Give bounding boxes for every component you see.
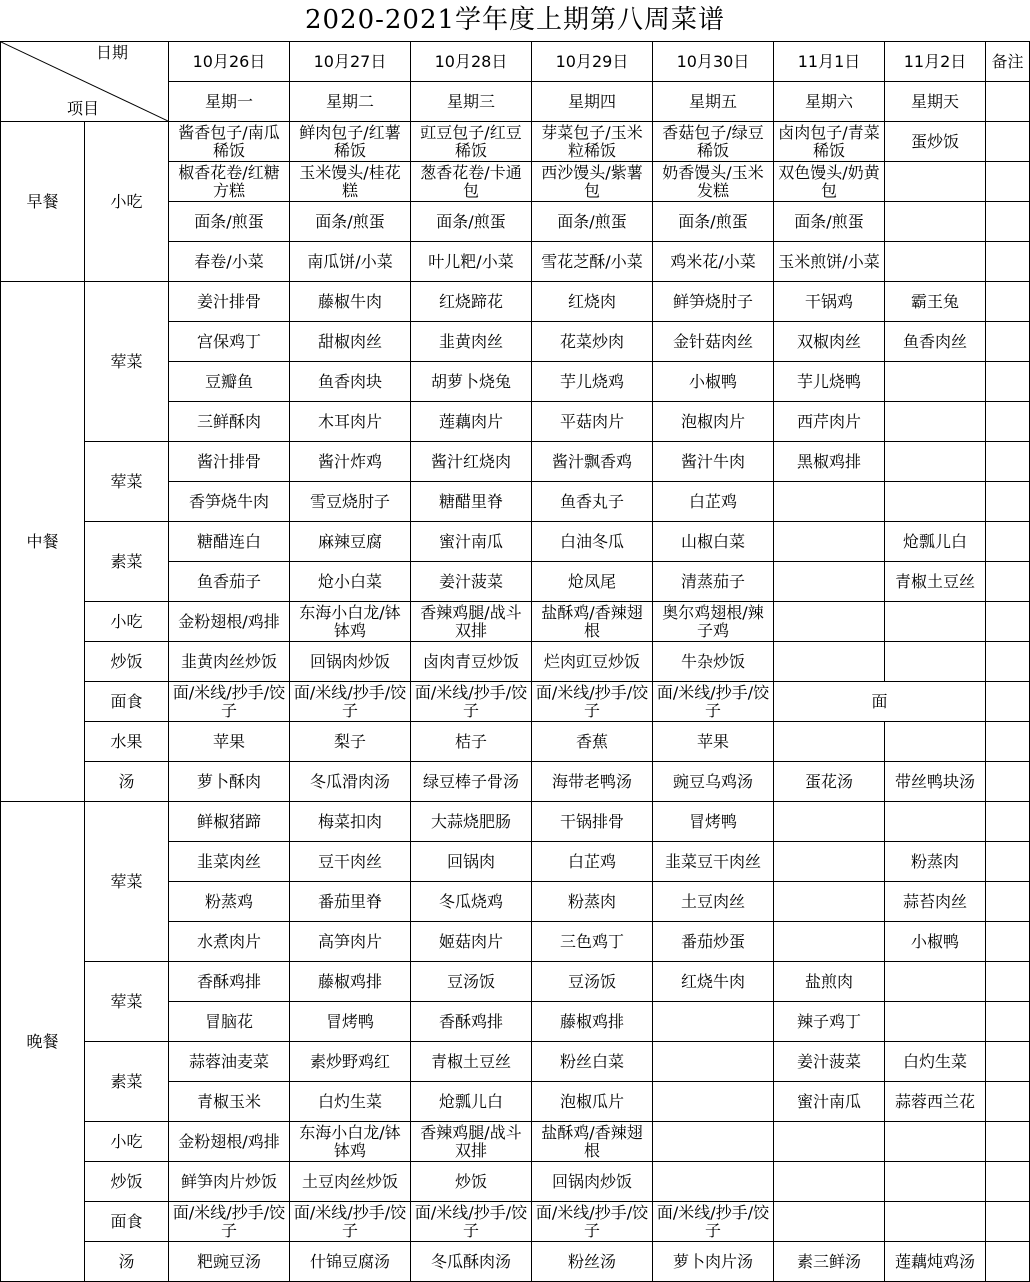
table-row [1,442,1030,482]
dish-cell: 蛋花汤 [774,762,885,802]
dish-cell: 豆汤饭 [411,962,532,1002]
dish-cell: 桔子 [411,722,532,762]
dish-cell [885,442,986,482]
dish-cell: 白灼生菜 [885,1042,986,1082]
dish-cell: 苹果 [169,722,290,762]
dish-cell: 奥尔鸡翅根/辣子鸡 [653,602,774,642]
dish-cell: 粉蒸鸡 [169,882,290,922]
remark-cell [986,522,1030,562]
dish-cell: 青椒土豆丝 [885,562,986,602]
category-label: 汤 [85,1242,169,1282]
dish-cell: 木耳肉片 [290,402,411,442]
dish-cell [885,402,986,442]
dish-cell: 辣子鸡丁 [774,1002,885,1042]
dish-cell: 西沙馒头/紫薯包 [532,162,653,202]
dish-cell: 韭黄肉丝 [411,322,532,362]
dish-cell: 玉米煎饼/小菜 [774,242,885,282]
dish-cell: 姬菇肉片 [411,922,532,962]
dish-cell: 什锦豆腐汤 [290,1242,411,1282]
dish-cell [774,642,885,682]
date-cell: 10月30日 [653,42,774,82]
dish-cell [885,482,986,522]
dish-cell: 萝卜肉片汤 [653,1242,774,1282]
dish-cell: 香笋烧牛肉 [169,482,290,522]
dish-cell: 鱼香肉丝 [885,322,986,362]
dish-cell: 回锅肉炒饭 [290,642,411,682]
dish-cell: 冒烤鸭 [290,1002,411,1042]
remark-cell [986,1202,1030,1242]
dish-cell: 面/米线/抄手/饺子 [411,1202,532,1242]
dish-cell: 番茄炒蛋 [653,922,774,962]
dish-cell: 鲜肉包子/红薯稀饭 [290,122,411,162]
dish-cell: 酱汁炸鸡 [290,442,411,482]
dish-cell [774,482,885,522]
weekday-cell: 星期一 [169,82,290,122]
table-row [1,122,1030,162]
dish-cell [885,202,986,242]
dish-cell: 黑椒鸡排 [774,442,885,482]
dish-cell: 牛杂炒饭 [653,642,774,682]
dish-cell: 玉米馒头/桂花糕 [290,162,411,202]
dish-cell: 霸王兔 [885,282,986,322]
page-title: 2020-2021学年度上期第八周菜谱 [304,5,726,35]
dish-cell: 粉蒸肉 [532,882,653,922]
remark-cell [986,322,1030,362]
dish-cell: 鲜笋烧肘子 [653,282,774,322]
dish-cell [774,722,885,762]
dish-cell: 山椒白菜 [653,522,774,562]
dish-cell: 甜椒肉丝 [290,322,411,362]
weekday-cell: 星期三 [411,82,532,122]
dish-cell: 藤椒鸡排 [532,1002,653,1042]
dish-cell: 香酥鸡排 [169,962,290,1002]
meal-label: 中餐 [1,282,85,802]
header-corner-cell [1,42,169,122]
dish-cell: 干锅排骨 [532,802,653,842]
category-label: 小吃 [85,602,169,642]
dish-cell: 面/米线/抄手/饺子 [532,682,653,722]
table-row [1,642,1030,682]
dish-cell: 韭黄肉丝炒饭 [169,642,290,682]
dish-cell: 酱汁红烧肉 [411,442,532,482]
dish-cell: 糖醋连白 [169,522,290,562]
date-cell: 11月1日 [774,42,885,82]
dish-cell: 葱香花卷/卡通包 [411,162,532,202]
dish-cell [885,962,986,1002]
dish-cell: 水煮肉片 [169,922,290,962]
remark-cell [986,802,1030,842]
dish-cell: 盐酥鸡/香辣翅根 [532,602,653,642]
dish-cell: 奶香馒头/玉米发糕 [653,162,774,202]
dish-cell: 小椒鸭 [885,922,986,962]
remark-cell [986,962,1030,1002]
dish-cell: 三色鸡丁 [532,922,653,962]
dish-cell [774,562,885,602]
dish-cell: 青椒土豆丝 [411,1042,532,1082]
item-label: 项目 [67,99,100,118]
dish-cell: 金粉翅根/鸡排 [169,602,290,642]
remark-cell [986,842,1030,882]
dish-cell: 糖醋里脊 [411,482,532,522]
dish-cell: 金粉翅根/鸡排 [169,1122,290,1162]
dish-cell: 芋儿烧鸡 [532,362,653,402]
remark-cell [986,1002,1030,1042]
dish-cell [774,522,885,562]
dish-cell: 盐酥鸡/香辣翅根 [532,1122,653,1162]
dish-cell: 梨子 [290,722,411,762]
dish-cell: 韭菜肉丝 [169,842,290,882]
dish-cell: 面条/煎蛋 [290,202,411,242]
dish-cell: 海带老鸭汤 [532,762,653,802]
remark-cell [986,82,1030,122]
dish-cell: 大蒜烧肥肠 [411,802,532,842]
dish-cell: 宫保鸡丁 [169,322,290,362]
dish-cell: 雪花芝酥/小菜 [532,242,653,282]
dish-cell: 素三鲜汤 [774,1242,885,1282]
dish-cell: 三鲜酥肉 [169,402,290,442]
category-label: 面食 [85,1202,169,1242]
date-cell: 10月29日 [532,42,653,82]
dish-cell: 面/米线/抄手/饺子 [290,682,411,722]
dish-cell: 鲜笋肉片炒饭 [169,1162,290,1202]
dish-cell: 粑豌豆汤 [169,1242,290,1282]
remark-cell [986,202,1030,242]
dish-cell: 蒜苔肉丝 [885,882,986,922]
meal-label: 早餐 [1,122,85,282]
dish-cell: 粉丝汤 [532,1242,653,1282]
category-label: 面食 [85,682,169,722]
category-label: 荤菜 [85,962,169,1042]
dish-cell: 炝瓢儿白 [885,522,986,562]
remark-cell [986,922,1030,962]
header-row-dates [1,42,1030,82]
remark-cell [986,682,1030,722]
date-label: 日期 [96,43,129,62]
dish-cell [885,362,986,402]
dish-cell: 苹果 [653,722,774,762]
dish-cell [885,242,986,282]
dish-cell: 粉蒸肉 [885,842,986,882]
remark-cell [986,442,1030,482]
dish-cell: 西芹肉片 [774,402,885,442]
dish-cell: 酱香包子/南瓜稀饭 [169,122,290,162]
remark-cell [986,1042,1030,1082]
dish-cell: 豌豆乌鸡汤 [653,762,774,802]
table-row [1,1122,1030,1162]
date-cell: 10月26日 [169,42,290,82]
dish-cell: 春卷/小菜 [169,242,290,282]
dish-cell [885,602,986,642]
dish-cell [653,1082,774,1122]
remark-cell [986,162,1030,202]
dish-cell: 东海小白龙/钵钵鸡 [290,602,411,642]
dish-cell: 藤椒鸡排 [290,962,411,1002]
dish-cell: 蜜汁南瓜 [774,1082,885,1122]
date-cell: 11月2日 [885,42,986,82]
dish-cell: 面条/煎蛋 [411,202,532,242]
dish-cell: 蒜蓉西兰花 [885,1082,986,1122]
dish-cell: 素炒野鸡红 [290,1042,411,1082]
dish-cell: 蛋炒饭 [885,122,986,162]
category-label: 炒饭 [85,1162,169,1202]
category-label: 荤菜 [85,442,169,522]
dish-cell: 蒜蓉油麦菜 [169,1042,290,1082]
dish-cell: 面/米线/抄手/饺子 [532,1202,653,1242]
dish-cell: 冒烤鸭 [653,802,774,842]
dish-cell: 平菇肉片 [532,402,653,442]
dish-cell: 土豆肉丝炒饭 [290,1162,411,1202]
table-row [1,1242,1030,1282]
dish-cell: 炒饭 [411,1162,532,1202]
table-row [1,282,1030,322]
dish-cell: 香辣鸡腿/战斗双排 [411,1122,532,1162]
dish-cell [774,882,885,922]
dish-cell: 香菇包子/绿豆稀饭 [653,122,774,162]
dish-cell: 鸡米花/小菜 [653,242,774,282]
remark-cell [986,362,1030,402]
table-row [1,1202,1030,1242]
weekday-cell: 星期五 [653,82,774,122]
remark-cell [986,122,1030,162]
dish-cell: 姜汁菠菜 [774,1042,885,1082]
category-label: 素菜 [85,522,169,602]
dish-cell [653,1122,774,1162]
dish-cell: 酱汁排骨 [169,442,290,482]
dish-cell: 姜汁菠菜 [411,562,532,602]
dish-cell: 鱼香茄子 [169,562,290,602]
remark-cell [986,402,1030,442]
dish-cell: 红烧牛肉 [653,962,774,1002]
weekday-cell: 星期二 [290,82,411,122]
remark-cell [986,762,1030,802]
dish-cell [774,1122,885,1162]
dish-cell: 面/米线/抄手/饺子 [169,682,290,722]
dish-cell: 面/米线/抄手/饺子 [653,1202,774,1242]
dish-cell: 花菜炒肉 [532,322,653,362]
dish-cell: 莲藕肉片 [411,402,532,442]
dish-cell: 卤肉包子/青菜稀饭 [774,122,885,162]
dish-cell: 绿豆棒子骨汤 [411,762,532,802]
table-row [1,962,1030,1002]
dish-cell: 白芷鸡 [532,842,653,882]
dish-cell: 姜汁排骨 [169,282,290,322]
menu-table [0,41,1030,1282]
category-label: 小吃 [85,1122,169,1162]
dish-cell: 豆干肉丝 [290,842,411,882]
dish-cell: 豆汤饭 [532,962,653,1002]
category-label: 素菜 [85,1042,169,1122]
dish-cell: 面条/煎蛋 [532,202,653,242]
remark-cell [986,602,1030,642]
dish-cell: 梅菜扣肉 [290,802,411,842]
dish-cell: 粉丝白菜 [532,1042,653,1082]
dish-cell: 鲜椒猪蹄 [169,802,290,842]
dish-cell: 芽菜包子/玉米粒稀饭 [532,122,653,162]
dish-cell [885,1202,986,1242]
dish-cell: 藤椒牛肉 [290,282,411,322]
dish-cell: 面 [774,682,986,722]
dish-cell: 白灼生菜 [290,1082,411,1122]
category-label: 汤 [85,762,169,802]
dish-cell: 东海小白龙/钵钵鸡 [290,1122,411,1162]
dish-cell: 雪豆烧肘子 [290,482,411,522]
dish-cell: 酱汁飘香鸡 [532,442,653,482]
dish-cell [774,602,885,642]
dish-cell: 小椒鸭 [653,362,774,402]
dish-cell: 冬瓜烧鸡 [411,882,532,922]
dish-cell: 冒脑花 [169,1002,290,1042]
date-cell: 10月28日 [411,42,532,82]
remark-cell [986,1082,1030,1122]
dish-cell: 泡椒瓜片 [532,1082,653,1122]
dish-cell: 泡椒肉片 [653,402,774,442]
dish-cell: 椒香花卷/红糖方糕 [169,162,290,202]
dish-cell [653,1162,774,1202]
dish-cell: 面条/煎蛋 [169,202,290,242]
dish-cell: 炝凤尾 [532,562,653,602]
category-label: 水果 [85,722,169,762]
dish-cell: 高笋肉片 [290,922,411,962]
remark-cell [986,1242,1030,1282]
table-row [1,762,1030,802]
remark-cell [986,282,1030,322]
dish-cell [774,842,885,882]
dish-cell: 白芷鸡 [653,482,774,522]
dish-cell [885,1122,986,1162]
dish-cell: 盐煎肉 [774,962,885,1002]
dish-cell: 面/米线/抄手/饺子 [411,682,532,722]
remark-cell [986,562,1030,602]
dish-cell: 南瓜饼/小菜 [290,242,411,282]
remark-cell [986,722,1030,762]
dish-cell [774,1202,885,1242]
dish-cell: 清蒸茄子 [653,562,774,602]
dish-cell: 红烧肉 [532,282,653,322]
weekday-cell: 星期四 [532,82,653,122]
dish-cell [774,1162,885,1202]
dish-cell: 豇豆包子/红豆稀饭 [411,122,532,162]
table-row [1,522,1030,562]
dish-cell [885,802,986,842]
date-cell: 10月27日 [290,42,411,82]
dish-cell [885,1162,986,1202]
dish-cell: 叶儿粑/小菜 [411,242,532,282]
dish-cell: 番茄里脊 [290,882,411,922]
table-row [1,802,1030,842]
table-row [1,682,1030,722]
remark-cell [986,642,1030,682]
table-row [1,602,1030,642]
dish-cell: 双椒肉丝 [774,322,885,362]
table-row [1,1162,1030,1202]
dish-cell: 面条/煎蛋 [653,202,774,242]
category-label: 荤菜 [85,802,169,962]
remark-cell [986,1122,1030,1162]
dish-cell: 面/米线/抄手/饺子 [169,1202,290,1242]
dish-cell: 香蕉 [532,722,653,762]
dish-cell: 鱼香肉块 [290,362,411,402]
dish-cell: 面/米线/抄手/饺子 [653,682,774,722]
dish-cell: 豆瓣鱼 [169,362,290,402]
dish-cell: 麻辣豆腐 [290,522,411,562]
dish-cell: 回锅肉炒饭 [532,1162,653,1202]
table-row [1,722,1030,762]
dish-cell: 红烧蹄花 [411,282,532,322]
dish-cell: 冬瓜滑肉汤 [290,762,411,802]
meal-label: 晚餐 [1,802,85,1282]
dish-cell: 香辣鸡腿/战斗双排 [411,602,532,642]
category-label: 炒饭 [85,642,169,682]
dish-cell: 莲藕炖鸡汤 [885,1242,986,1282]
dish-cell: 萝卜酥肉 [169,762,290,802]
category-label: 荤菜 [85,282,169,442]
dish-cell [774,802,885,842]
dish-cell [774,922,885,962]
dish-cell: 青椒玉米 [169,1082,290,1122]
dish-cell: 烂肉豇豆炒饭 [532,642,653,682]
dish-cell: 金针菇肉丝 [653,322,774,362]
dish-cell: 芋儿烧鸭 [774,362,885,402]
dish-cell: 蜜汁南瓜 [411,522,532,562]
table-row [1,1042,1030,1082]
dish-cell: 炝小白菜 [290,562,411,602]
category-label: 小吃 [85,122,169,282]
remark-header: 备注 [986,42,1030,82]
remark-cell [986,1162,1030,1202]
remark-cell [986,882,1030,922]
dish-cell: 冬瓜酥肉汤 [411,1242,532,1282]
dish-cell [885,642,986,682]
dish-cell: 面/米线/抄手/饺子 [290,1202,411,1242]
dish-cell: 双色馒头/奶黄包 [774,162,885,202]
dish-cell [653,1002,774,1042]
weekday-cell: 星期天 [885,82,986,122]
dish-cell: 干锅鸡 [774,282,885,322]
remark-cell [986,242,1030,282]
dish-cell: 胡萝卜烧兔 [411,362,532,402]
weekday-cell: 星期六 [774,82,885,122]
dish-cell: 韭菜豆干肉丝 [653,842,774,882]
dish-cell: 炝瓢儿白 [411,1082,532,1122]
dish-cell [885,162,986,202]
dish-cell: 香酥鸡排 [411,1002,532,1042]
dish-cell: 酱汁牛肉 [653,442,774,482]
dish-cell: 土豆肉丝 [653,882,774,922]
dish-cell: 鱼香丸子 [532,482,653,522]
dish-cell [885,722,986,762]
remark-cell [986,482,1030,522]
dish-cell: 带丝鸭块汤 [885,762,986,802]
dish-cell [885,1002,986,1042]
dish-cell [653,1042,774,1082]
dish-cell: 回锅肉 [411,842,532,882]
dish-cell: 卤肉青豆炒饭 [411,642,532,682]
dish-cell: 白油冬瓜 [532,522,653,562]
dish-cell: 面条/煎蛋 [774,202,885,242]
